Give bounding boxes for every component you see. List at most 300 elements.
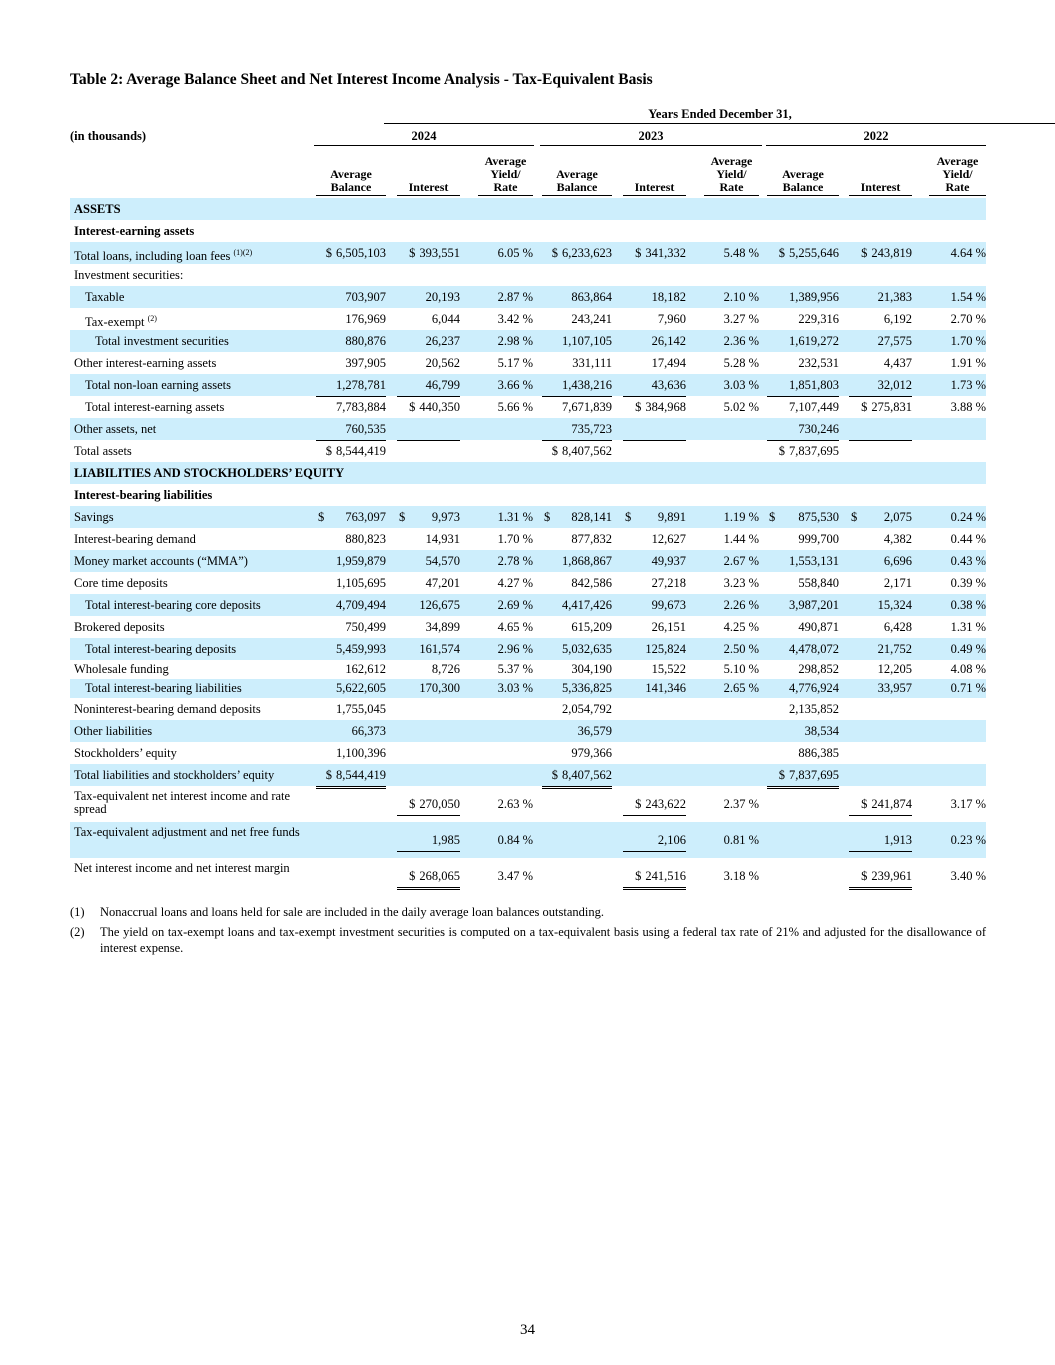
row-label-text: Total interest-bearing core deposits <box>85 598 261 612</box>
cell-value: 43,636 <box>651 378 686 392</box>
dollar-sign: $ <box>399 510 406 524</box>
cell-value: 2,171 <box>883 576 912 590</box>
table-cell <box>397 594 460 616</box>
cell-value: 490,871 <box>798 620 839 634</box>
table-cell <box>478 865 533 887</box>
cell-value: 5,032,635 <box>562 642 612 656</box>
table-cell <box>767 308 839 331</box>
table-cell <box>929 742 986 764</box>
dollar-sign: $ <box>778 768 785 782</box>
cell-value: 12,627 <box>651 532 686 546</box>
cell-value: 863,864 <box>571 290 612 304</box>
table-cell <box>767 330 839 352</box>
table-cell <box>767 550 839 572</box>
table-cell <box>704 660 759 679</box>
cell-value: 6,696 <box>883 554 912 568</box>
table-row <box>70 330 986 352</box>
table-cell <box>704 264 759 286</box>
cell-value: 331,111 <box>572 356 612 370</box>
cell-value: 49,937 <box>651 554 686 568</box>
cell-value: 1,851,803 <box>789 378 839 392</box>
table-cell <box>704 793 759 815</box>
table-cell <box>767 484 839 506</box>
row-label <box>74 462 344 484</box>
col-header-line: Average <box>936 154 979 168</box>
cell-value: 1,438,216 <box>562 378 612 392</box>
table-cell <box>478 829 533 851</box>
col-header-interest <box>397 181 460 196</box>
table-cell <box>849 698 912 720</box>
cell-value: 877,832 <box>571 532 612 546</box>
table-cell <box>849 720 912 742</box>
row-label-text: Total interest-bearing liabilities <box>85 681 242 695</box>
table-cell <box>767 698 839 720</box>
table-cell <box>929 374 986 396</box>
cell-value: 6,192 <box>883 312 912 326</box>
cell-value: 1.91 % <box>950 356 986 370</box>
dollar-sign: $ <box>635 797 642 811</box>
table-cell <box>478 440 533 462</box>
row-label-text: ASSETS <box>74 202 121 216</box>
table-cell <box>704 352 759 374</box>
footnote-number: (1) <box>70 905 85 919</box>
table-cell <box>929 352 986 374</box>
table-cell <box>704 638 759 660</box>
table-cell <box>397 720 460 742</box>
table-cell <box>397 660 460 680</box>
table-cell <box>542 550 612 572</box>
table-cell <box>316 865 386 887</box>
table-cell <box>623 286 686 308</box>
col-header-line: Average <box>484 154 527 168</box>
table-row <box>70 822 986 858</box>
cell-value: 2,075 <box>883 510 912 524</box>
col-header-line: Balance <box>556 180 598 194</box>
table-cell <box>478 594 533 616</box>
row-label-text: Total assets <box>74 444 132 458</box>
table-row <box>70 264 986 286</box>
footnote <box>70 904 986 920</box>
cell-value: 2,135,852 <box>789 702 839 716</box>
cell-value: 4.08 % <box>950 662 986 676</box>
table-cell <box>623 220 686 242</box>
cell-value: 21,752 <box>877 642 912 656</box>
table-cell <box>704 484 759 506</box>
table-row <box>70 679 986 698</box>
dollar-sign: $ <box>778 444 785 458</box>
table-row <box>70 352 986 374</box>
cell-value: 47,201 <box>425 576 460 590</box>
cell-value: 1.70 % <box>950 334 986 348</box>
table-cell <box>542 660 612 680</box>
table-cell <box>478 220 533 242</box>
table-cell <box>316 616 386 639</box>
table-cell <box>478 396 533 418</box>
col-header-line: Rate <box>719 180 744 194</box>
table-cell <box>316 374 386 397</box>
cell-value: 4.27 % <box>497 576 533 590</box>
cell-value: 243,819 <box>871 246 912 260</box>
cell-value: 21,383 <box>877 290 912 304</box>
table-cell <box>767 594 839 616</box>
table-cell <box>704 440 759 462</box>
table-cell <box>316 793 386 815</box>
cell-value: 3.88 % <box>950 400 986 414</box>
table-cell <box>623 698 686 720</box>
table-cell <box>316 264 386 286</box>
table-cell <box>397 198 460 220</box>
table-row <box>70 616 986 638</box>
dollar-sign: $ <box>325 768 332 782</box>
table-cell <box>397 742 460 765</box>
table-cell <box>767 829 839 851</box>
table-cell <box>623 242 686 264</box>
table-cell <box>542 418 612 441</box>
table-cell <box>929 440 986 462</box>
cell-value: 1.73 % <box>950 378 986 392</box>
cell-value: 703,907 <box>345 290 386 304</box>
row-label <box>74 660 169 679</box>
cell-value: 440,350 <box>419 400 460 414</box>
dollar-sign: $ <box>635 246 642 260</box>
cell-value: 0.38 % <box>950 598 986 612</box>
cell-value: 5.17 % <box>497 356 533 370</box>
table-cell <box>623 742 686 765</box>
table-cell <box>849 550 912 572</box>
col-header-line: Rate <box>945 180 970 194</box>
table-cell <box>542 720 612 742</box>
cell-value: 3.40 % <box>950 869 986 883</box>
col-header-line: Interest <box>860 180 901 194</box>
cell-value: 1,985 <box>431 833 460 847</box>
table-cell <box>623 308 686 331</box>
table-cell <box>849 742 912 765</box>
row-label-text: Other assets, net <box>74 422 157 436</box>
table-cell <box>397 638 460 660</box>
cell-value: 558,840 <box>798 576 839 590</box>
cell-value: 0.44 % <box>950 532 986 546</box>
table-cell <box>397 550 460 572</box>
cell-value: 46,799 <box>425 378 460 392</box>
table-cell <box>542 396 612 418</box>
col-header-line: Yield/ <box>716 167 747 181</box>
cell-value: 161,574 <box>419 642 460 656</box>
cell-value: 1,389,956 <box>789 290 839 304</box>
table-cell <box>704 764 759 786</box>
cell-value: 5.10 % <box>723 662 759 676</box>
table-cell <box>397 242 460 264</box>
row-label <box>85 374 231 396</box>
cell-value: 5.48 % <box>723 246 759 260</box>
row-label-text: Tax-equivalent net interest income and rate spread <box>74 789 291 816</box>
cell-value: 4.64 % <box>950 246 986 260</box>
col-header-line: Yield/ <box>942 167 973 181</box>
cell-value: 4,417,426 <box>562 598 612 612</box>
table-cell <box>478 308 533 330</box>
col-header-yield-rate <box>929 155 986 196</box>
table-cell <box>542 264 612 286</box>
table-cell <box>929 330 986 352</box>
cell-value: 763,097 <box>345 510 386 524</box>
table-cell <box>478 418 533 440</box>
row-label <box>74 862 304 875</box>
table-body <box>70 198 986 894</box>
row-label-text: Taxable <box>85 290 125 304</box>
cell-value: 304,190 <box>571 662 612 676</box>
table-cell <box>478 550 533 572</box>
table-cell <box>316 484 386 506</box>
cell-value: 2.78 % <box>497 554 533 568</box>
table-cell <box>704 679 759 698</box>
table-cell <box>929 484 986 506</box>
table-cell <box>849 484 912 506</box>
row-label <box>74 506 114 528</box>
table-cell <box>849 616 912 639</box>
table-cell <box>542 698 612 720</box>
row-label-text: Savings <box>74 510 114 524</box>
col-header-interest <box>849 181 912 196</box>
table-cell <box>397 572 460 595</box>
table-cell <box>849 793 912 816</box>
table-cell <box>316 286 386 308</box>
table-row <box>70 638 986 660</box>
table-cell <box>849 286 912 308</box>
table-cell <box>478 462 533 484</box>
table-title: Table 2: Average Balance Sheet and Net Interest Income Analysis - Tax-Equivalent Basis <box>70 71 653 88</box>
table-cell <box>767 352 839 375</box>
table-cell <box>929 242 986 264</box>
table-cell <box>623 330 686 352</box>
table-cell <box>623 572 686 595</box>
row-label <box>74 220 194 242</box>
table-cell <box>849 572 912 595</box>
table-cell <box>316 352 386 375</box>
cell-value: 2.37 % <box>723 797 759 811</box>
cell-value: 5.02 % <box>723 400 759 414</box>
table-cell <box>929 616 986 638</box>
period-header: Years Ended December 31, <box>384 104 1055 124</box>
table-cell <box>478 484 533 506</box>
table-cell <box>767 528 839 550</box>
table-cell <box>316 462 386 484</box>
row-label <box>85 594 261 616</box>
cell-value: 1,107,105 <box>562 334 612 348</box>
row-label-text: LIABILITIES AND STOCKHOLDERS’ EQUITY <box>74 466 345 480</box>
cell-value: 1,105,695 <box>336 576 386 590</box>
cell-value: 1.44 % <box>723 532 759 546</box>
table-cell <box>478 352 533 374</box>
table-cell <box>397 484 460 506</box>
cell-value: 875,530 <box>798 510 839 524</box>
cell-value: 1,553,131 <box>789 554 839 568</box>
table-cell <box>478 638 533 660</box>
cell-value: 886,385 <box>798 746 839 760</box>
table-cell <box>929 528 986 550</box>
row-label <box>74 418 156 440</box>
cell-value: 99,673 <box>651 598 686 612</box>
table-cell <box>767 638 839 660</box>
table-cell <box>704 742 759 764</box>
row-label <box>74 264 183 286</box>
row-label <box>74 528 196 550</box>
table-cell <box>542 484 612 506</box>
row-label <box>74 198 121 220</box>
dollar-sign: $ <box>625 510 632 524</box>
cell-value: 7,783,884 <box>336 400 386 414</box>
cell-value: 12,205 <box>877 662 912 676</box>
table-cell <box>929 594 986 616</box>
cell-value: 384,968 <box>645 400 686 414</box>
table-cell <box>316 698 386 720</box>
cell-value: 2.96 % <box>497 642 533 656</box>
cell-value: 2.70 % <box>950 312 986 326</box>
footnote-ref: (2) <box>147 314 157 323</box>
table-cell <box>849 198 912 220</box>
table-cell <box>849 462 912 484</box>
cell-value: 0.49 % <box>950 642 986 656</box>
row-label-text: Noninterest-bearing demand deposits <box>74 702 261 716</box>
table-cell <box>849 829 912 852</box>
table-cell <box>929 462 986 484</box>
table-cell <box>478 764 533 786</box>
dollar-sign: $ <box>861 797 868 811</box>
cell-value: 3.47 % <box>497 869 533 883</box>
table-cell <box>704 308 759 330</box>
table-cell <box>623 594 686 616</box>
row-label <box>74 790 304 816</box>
table-cell <box>849 764 912 786</box>
table-cell <box>478 374 533 396</box>
table-cell <box>767 264 839 286</box>
row-label <box>95 330 229 352</box>
table-cell <box>316 742 386 765</box>
row-label-text: Interest-earning assets <box>74 224 195 238</box>
table-cell <box>397 764 460 786</box>
table-cell <box>929 286 986 308</box>
table-cell <box>704 572 759 594</box>
table-cell <box>704 286 759 308</box>
table-cell <box>623 638 686 660</box>
table-cell <box>397 352 460 375</box>
cell-value: 20,193 <box>425 290 460 304</box>
table-cell <box>316 330 386 352</box>
table-row <box>70 594 986 616</box>
table-cell <box>478 572 533 594</box>
table-cell <box>397 286 460 308</box>
dollar-sign: $ <box>325 444 332 458</box>
table-cell <box>316 308 386 331</box>
cell-value: 1,100,396 <box>336 746 386 760</box>
table-cell <box>542 829 612 851</box>
row-label-text: Wholesale funding <box>74 662 169 676</box>
cell-value: 15,324 <box>877 598 912 612</box>
cell-value: 5.37 % <box>497 662 533 676</box>
table-cell <box>478 616 533 638</box>
cell-value: 36,579 <box>577 724 612 738</box>
col-header-line: Interest <box>634 180 675 194</box>
table-cell <box>316 638 386 660</box>
table-cell <box>397 308 460 331</box>
cell-value: 4,478,072 <box>789 642 839 656</box>
table-row <box>70 698 986 720</box>
cell-value: 239,961 <box>871 869 912 883</box>
row-label <box>74 742 177 764</box>
row-label-text: Stockholders’ equity <box>74 746 177 760</box>
table-cell <box>316 418 386 441</box>
table-cell <box>397 440 460 462</box>
cell-value: 26,151 <box>651 620 686 634</box>
cell-value: 241,874 <box>871 797 912 811</box>
cell-value: 2.50 % <box>723 642 759 656</box>
cell-value: 0.23 % <box>950 833 986 847</box>
table-cell <box>316 594 386 616</box>
cell-value: 5,255,646 <box>789 246 839 260</box>
table-cell <box>704 396 759 418</box>
table-cell <box>623 396 686 418</box>
cell-value: 8,726 <box>431 662 460 676</box>
table-cell <box>704 698 759 720</box>
row-label <box>85 679 242 698</box>
table-row <box>70 220 986 242</box>
table-cell <box>623 865 686 890</box>
cell-value: 8,544,419 <box>336 768 386 782</box>
cell-value: 298,852 <box>798 662 839 676</box>
table-cell <box>623 550 686 572</box>
table-cell <box>397 829 460 852</box>
row-label <box>74 720 152 742</box>
table-cell <box>542 793 612 815</box>
table-cell <box>929 198 986 220</box>
dollar-sign: $ <box>409 797 416 811</box>
table-cell <box>849 638 912 660</box>
table-cell <box>542 198 612 220</box>
footnotes <box>70 904 986 960</box>
column-header-row <box>70 152 986 198</box>
cell-value: 3,987,201 <box>789 598 839 612</box>
table-cell <box>542 616 612 639</box>
cell-value: 7,671,839 <box>562 400 612 414</box>
row-label <box>85 286 124 308</box>
table-cell <box>623 198 686 220</box>
col-header-yield-rate <box>478 155 533 196</box>
cell-value: 4,709,494 <box>336 598 386 612</box>
table-cell <box>478 198 533 220</box>
cell-value: 9,891 <box>657 510 686 524</box>
table-cell <box>767 242 839 264</box>
cell-value: 7,960 <box>657 312 686 326</box>
col-header-yield-rate <box>704 155 759 196</box>
footnote-text: Nonaccrual loans and loans held for sale are included in the daily average loan balances outstanding. <box>100 905 604 919</box>
cell-value: 2.65 % <box>723 681 759 695</box>
cell-value: 9,973 <box>431 510 460 524</box>
table-cell <box>849 594 912 616</box>
row-label-text: Total liabilities and stockholders’ equity <box>74 768 275 782</box>
cell-value: 232,531 <box>798 356 839 370</box>
col-header-average-balance <box>316 168 386 196</box>
table-cell <box>704 198 759 220</box>
cell-value: 38,534 <box>804 724 839 738</box>
table-row <box>70 440 986 462</box>
cell-value: 1.31 % <box>950 620 986 634</box>
table-cell <box>767 793 839 815</box>
table-cell <box>767 198 839 220</box>
cell-value: 750,499 <box>345 620 386 634</box>
table-cell <box>849 506 912 528</box>
cell-value: 8,407,562 <box>562 444 612 458</box>
table-cell <box>623 462 686 484</box>
table-cell <box>704 594 759 616</box>
cell-value: 3.18 % <box>723 869 759 883</box>
